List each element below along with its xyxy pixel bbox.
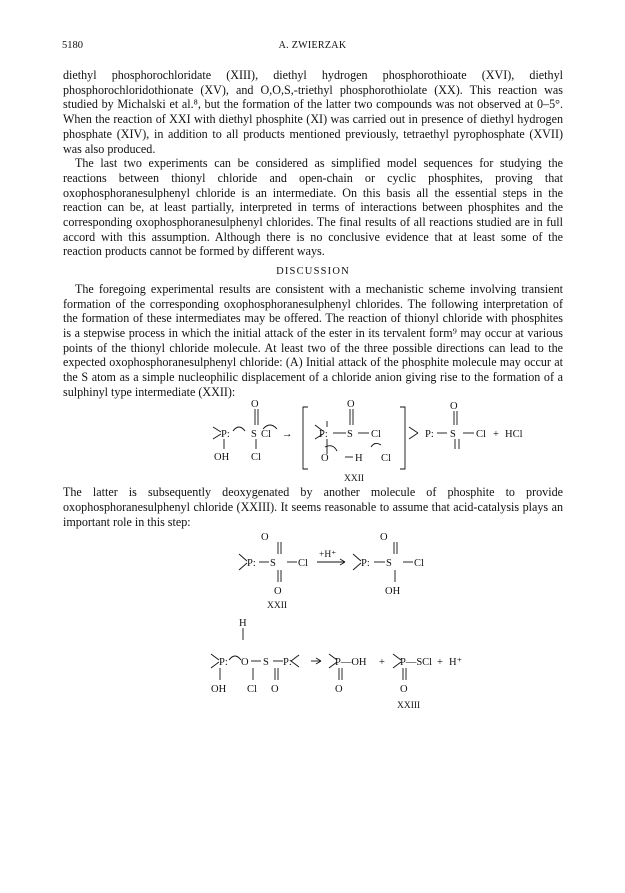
scheme3-plus1: + — [379, 656, 385, 668]
scheme2-label: XXII — [267, 600, 288, 611]
scheme3-plus2: + — [437, 656, 443, 668]
scheme3-o-bottom: O — [271, 683, 279, 695]
scheme1-o-top: O — [251, 399, 259, 411]
running-header — [62, 40, 563, 58]
scheme3-cl: Cl — [247, 683, 257, 695]
scheme2-h-plus: +H⁺ — [319, 549, 337, 560]
scheme1-int-o: O — [347, 399, 355, 411]
scheme3-bridge-o: O — [241, 656, 249, 668]
scheme2-right-s: S — [386, 557, 392, 569]
scheme1-int-cl: Cl — [371, 429, 381, 441]
scheme-acid-svg — [63, 530, 563, 616]
scheme1-s: S — [251, 429, 257, 441]
scheme2-right-o-top: O — [380, 531, 388, 543]
scheme1-reactant-p: P: — [221, 429, 230, 441]
scheme1-plus: + — [493, 429, 499, 441]
scheme1-int-p: P: — [319, 429, 328, 441]
paragraph-discussion: The foregoing experimental results are consistent with a mechanistic scheme involving transient formation of the corresponding oxophosphoranesulphenyl chlorides. The following interpretation of the formation of these intermediates may be offered. The reaction of thionyl chloride with phosphites is a stepwise process in which the initial attack of the ester in its tervalent form⁹ may occur at various points of the thionyl chloride molecule. At least two of the three possible directions can lead to the expected oxophosphoranesulphenyl chloride: (A) Initial attack of the phosphite molecule may occur at the S atom as a simple nucleophilic displacement of a chloride anion giving rise to the formation of a sulphinyl type intermediate (XXII): — [63, 281, 563, 399]
scheme3-phosphite-oh: OH — [211, 683, 227, 695]
scheme3-product1-o: O — [335, 683, 343, 695]
scheme2-right-oh: OH — [385, 585, 401, 597]
scheme2-left-p: P: — [247, 557, 256, 569]
section-heading-discussion: DISCUSSION — [276, 266, 350, 278]
scheme2-left-o-bottom: O — [274, 585, 282, 597]
scheme3-phosphite-p: P: — [219, 656, 228, 668]
scheme3-p: P: — [283, 656, 292, 668]
scheme1-int-h: H — [355, 453, 363, 465]
scheme-xxiii-svg — [63, 616, 563, 726]
scheme3-product2: P—SCl — [400, 656, 433, 668]
scheme1-int-cl-anion: Cl — [381, 453, 391, 465]
scheme1-prod-s: S — [450, 429, 456, 441]
paragraph-model-sequences: The last two experiments can be considered as simplified model sequences for studying the reactions between thionyl chloride and open-chain or cyclic phosphites, proving that oxophosphoranesulphenyl chloride is an intermediate. On this basis all the essential steps in the reaction can be, at least partially, interpreted in terms of interactions between phosphites and the corresponding oxophosphoranesulphenyl chlorides. The final results of all reactions studied are in full accord with this assumption. Although there is no conclusive evidence that at least some of the reaction products cannot be formed by different ways. — [63, 156, 563, 259]
scheme1-int-s: S — [347, 429, 353, 441]
scheme2-left-cl: Cl — [298, 557, 308, 569]
reaction-scheme-acid-catalysis — [63, 530, 563, 616]
scheme1-hcl: HCl — [505, 429, 523, 441]
scheme-xxii-svg — [63, 399, 563, 485]
scheme3-product2-o: O — [400, 683, 408, 695]
scheme1-arrow: → — [282, 429, 293, 441]
reaction-scheme-xxii — [63, 399, 563, 485]
paragraph-continuation: diethyl phosphorochloridate (XIII), diethyl hydrogen phosphorothioate (XVI), diethyl phosphorochloridothionate (XV), and O,O,S,-triethyl phosphorothiolate (XX). This reaction was studied by Michalski et al.⁸, but the formation of the latter two compounds was not observed at 0–5°. When the reaction of XXI with diethyl phosphite (XI) was carried out in presence of diethyl hydrogen phosphate (XIV), in addition to all products mentioned previously, tetraethyl pyrophosphate (XVII) was also produced. — [63, 68, 563, 156]
scheme1-cl-bottom: Cl — [251, 452, 261, 464]
page-number: 5180 — [62, 40, 83, 51]
scheme3-label: XXIII — [397, 700, 421, 711]
scheme2-left-o-top: O — [261, 531, 269, 543]
scheme3-s: S — [263, 656, 269, 668]
scheme3-h: H — [239, 617, 247, 629]
paragraph-deoxygenation: The latter is subsequently deoxygenated by another molecule of phosphite to provide oxophosphoranesulphenyl chloride (XXIII). It seems reasonable to assume that acid-catalysis plays an important role in this step: — [63, 485, 563, 529]
scheme1-oh: OH — [214, 452, 230, 464]
scheme2-left-s: S — [270, 557, 276, 569]
reaction-scheme-xxiii — [63, 616, 563, 726]
scheme1-prod-o: O — [450, 401, 458, 413]
scheme2-right-p: P: — [361, 557, 370, 569]
scheme1-prod-cl: Cl — [476, 429, 486, 441]
scheme3-product1: P—OH — [335, 656, 367, 668]
running-author: A. ZWIERZAK — [278, 40, 347, 51]
scheme3-h-plus: H⁺ — [449, 656, 463, 668]
scheme1-cl-leaving: Cl — [261, 429, 271, 441]
article-body — [63, 68, 563, 726]
scheme1-label: XXII — [344, 474, 365, 485]
scheme2-right-cl: Cl — [414, 557, 424, 569]
scheme1-prod-p: P: — [425, 429, 434, 441]
scheme1-int-o-bottom: O — [321, 453, 329, 465]
